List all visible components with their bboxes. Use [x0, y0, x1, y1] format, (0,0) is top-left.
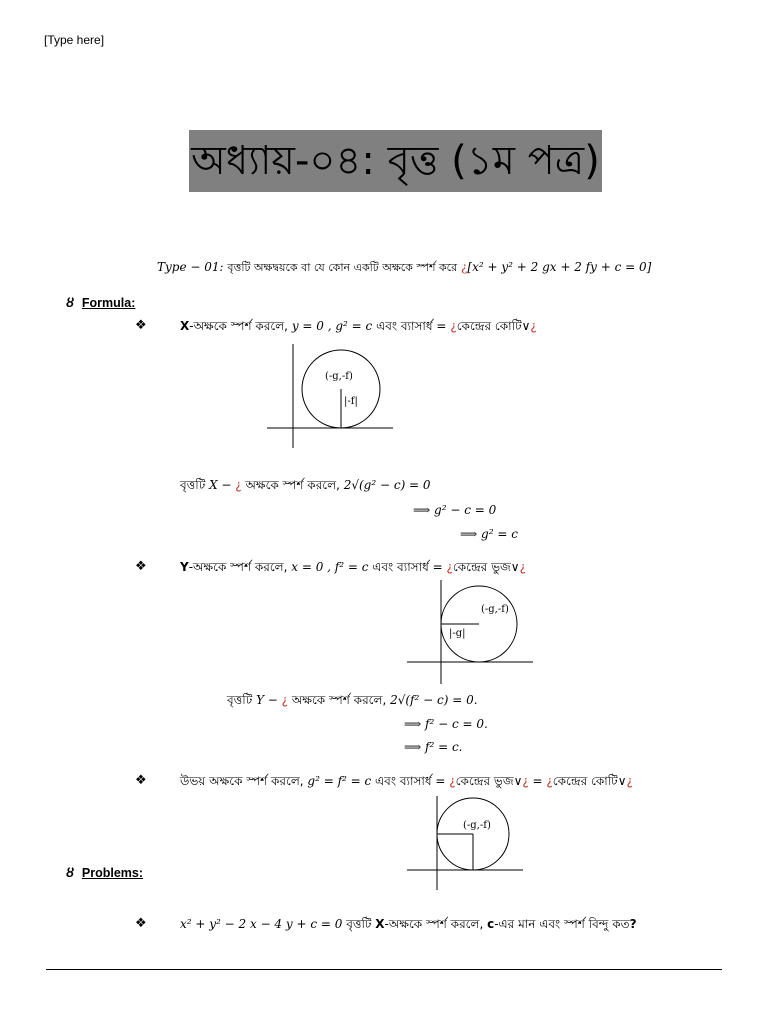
page-header: [Type here] [44, 33, 105, 47]
x-rule-math: y = 0 , g² = c [291, 319, 373, 333]
problem-text: -এর মান এবং স্পর্শ বিন্দু কত [494, 917, 630, 931]
derivation-text: বৃত্তটি [180, 478, 210, 492]
x-label: X [180, 319, 190, 333]
problem-c: c [487, 917, 495, 931]
both-rule-math: g² = f² = c [307, 774, 372, 788]
both-rule-text: উভয় অক্ষকে স্পর্শ করলে, [180, 774, 308, 788]
derivation-text: বৃত্তটি [227, 693, 257, 707]
derivation-text: অক্ষকে স্পর্শ করলে, [288, 693, 391, 707]
x-derivation-line3: ⟹ g² = c [460, 527, 518, 541]
x-derivation-line2: ⟹ g² − c = 0 [413, 503, 497, 517]
bullet-icon: ❖ [135, 559, 147, 574]
red-mark: ¿ [281, 693, 289, 707]
derivation-eq: 2√(f² − c) = 0. [390, 693, 478, 707]
center-label: (-g,-f) [481, 604, 509, 615]
formula-label: Formula: [81, 296, 136, 310]
red-mark: ¿ [546, 774, 553, 788]
y-rule-rest: কেন্দ্রের ভুজ [452, 560, 511, 574]
y-axis-rule [180, 559, 526, 579]
y-derivation-line2: ⟹ f² − c = 0. [404, 717, 488, 731]
x-rule-text: -অক্ষকে স্পর্শ করলে, [189, 319, 292, 333]
y-label: Y [180, 560, 189, 574]
red-mark: ¿ [519, 560, 526, 574]
x-axis-rule [180, 318, 537, 338]
center-label: (-g,-f) [325, 371, 353, 382]
problems-label: Problems: [81, 866, 144, 880]
y-derivation-line3: ⟹ f² = c. [404, 740, 463, 754]
or-symbol: ∨ [513, 774, 523, 788]
type-red-mark: ¿ [460, 260, 468, 274]
both-rule-and: এবং ব্যাসার্ধ = [371, 774, 450, 788]
x-rule-rest: কেন্দ্রের কোটি [456, 319, 522, 333]
bullet-icon: ❖ [135, 773, 147, 788]
red-mark: ¿ [235, 478, 242, 492]
x-rule-and: এবং ব্যাসার্ধ = [372, 319, 451, 333]
derivation-math: Y − [256, 693, 282, 707]
chapter-title: অধ্যায়-০৪: বৃত্ত (১ম পত্র) [191, 138, 600, 184]
bullet-icon: ❖ [135, 318, 147, 333]
question-mark: ? [629, 917, 637, 931]
equals-sign: = [528, 774, 547, 788]
formula-heading [66, 296, 135, 310]
footer-divider [46, 969, 722, 970]
y-derivation-line1 [227, 692, 478, 712]
derivation-text: অক্ষকে স্পর্শ করলে, [241, 478, 344, 492]
derivation-math: X − [209, 478, 236, 492]
or-symbol: ∨ [521, 319, 531, 333]
or-symbol: ∨ [510, 560, 520, 574]
diagram-x-tangent [265, 344, 395, 450]
derivation-eq: 2√(g² − c) = 0 [343, 478, 431, 492]
type-bengali: বৃত্তটি অক্ষদ্বয়কে বা যে কোন একটি অক্ষকে স্পর্শ করে [227, 261, 458, 274]
red-mark: ¿ [449, 774, 456, 788]
problem-text: -অক্ষকে স্পর্শ করলে, [384, 917, 488, 931]
problem-x: X [375, 917, 385, 931]
radius-label: |-f| [344, 396, 358, 407]
center-label: (-g,-f) [463, 820, 491, 831]
red-mark: ¿ [522, 774, 529, 788]
both-axes-rule [180, 773, 633, 793]
red-mark: ¿ [446, 560, 453, 574]
section-symbol-icon: ȣ [66, 866, 74, 880]
problems-heading [66, 866, 143, 880]
bullet-icon: ❖ [135, 916, 147, 931]
y-rule-math: x = 0 , f² = c [291, 560, 369, 574]
diagram-both-tangent [405, 796, 525, 892]
type-equation: [x² + y² + 2 gx + 2 fy + c = 0] [467, 260, 652, 274]
both-rule-part2: কেন্দ্রের কোটি [552, 774, 618, 788]
type-prefix: Type − 01: [157, 260, 228, 274]
problem-equation: x² + y² − 2 x − 4 y + c = 0 [180, 917, 343, 931]
red-mark: ¿ [530, 319, 537, 333]
problem-1 [180, 916, 637, 936]
y-rule-and: এবং ব্যাসার্ধ = [368, 560, 447, 574]
or-symbol: ∨ [617, 774, 627, 788]
x-derivation-line1 [180, 477, 431, 497]
red-mark: ¿ [626, 774, 633, 788]
diagram-y-tangent [405, 580, 535, 684]
radius-label: |-g| [449, 628, 466, 639]
section-symbol-icon: ȣ [66, 296, 74, 310]
y-rule-text: -অক্ষকে স্পর্শ করলে, [188, 560, 292, 574]
problem-text: বৃত্তটি [342, 917, 376, 931]
both-rule-part1: কেন্দ্রের ভুজ [455, 774, 514, 788]
type-description [157, 259, 651, 278]
red-mark: ¿ [450, 319, 457, 333]
